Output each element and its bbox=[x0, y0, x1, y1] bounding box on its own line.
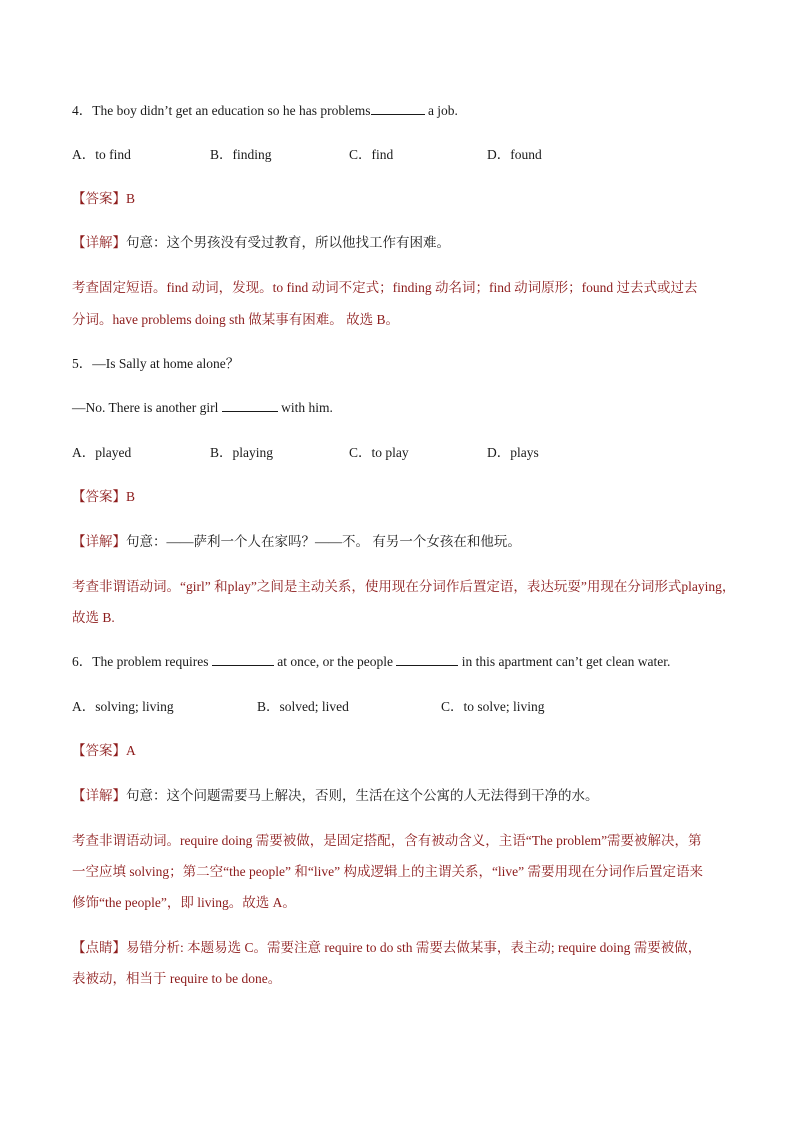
answer-blank bbox=[371, 101, 425, 115]
q4-option-a: A．to find bbox=[72, 147, 131, 162]
q5-detail: 【详解】句意：——萨利一个人在家吗？——不。 有另一个女孩在和他玩。 bbox=[72, 534, 521, 549]
answer-blank bbox=[222, 398, 278, 412]
q4-analysis-line-2: 分词。have problems doing sth 做某事有困难。 故选 B。 bbox=[72, 312, 399, 327]
q6-option-b: B．solved; lived bbox=[257, 699, 349, 714]
q4-option-c: C．find bbox=[349, 147, 394, 162]
q6-analysis-line-3: 修饰“the people”，即 living。故选 A。 bbox=[72, 895, 296, 910]
q6-tip-line-2: 表被动，相当于 require to be done。 bbox=[72, 971, 282, 986]
question-5-stem-line-1: 5．—Is Sally at home alone？ bbox=[72, 356, 240, 371]
q6-option-c: C．to solve; living bbox=[441, 699, 545, 714]
question-6-stem: 6．The problem requires at once, or the people in this apartment can’t get clean water. bbox=[72, 654, 671, 669]
q6-option-a: A．solving; living bbox=[72, 699, 174, 714]
question-5-stem-line-2: —No. There is another girl with him. bbox=[72, 400, 333, 415]
q6-tip-line-1: 【点睛】易错分析: 本题易选 C。需要注意 require to do sth 需要去做某事，表主动; require doing 需要被做， bbox=[72, 940, 702, 955]
answer-blank-2 bbox=[396, 652, 458, 666]
q4-detail: 【详解】句意：这个男孩没有受过教育，所以他找工作有困难。 bbox=[72, 235, 450, 250]
q6-analysis-line-2: 一空应填 solving；第二空“the people” 和“live” 构成逻辑上的主谓关系，“live” 需要用现在分词作后置定语来 bbox=[72, 864, 704, 879]
q5-option-a: A．played bbox=[72, 445, 132, 460]
q5-option-d: D．plays bbox=[487, 445, 539, 460]
q4-analysis-line-1: 考查固定短语。find 动词，发现。to find 动词不定式；finding 动名词；find 动词原形；found 过去式或过去 bbox=[72, 280, 698, 295]
q5-option-b: B．playing bbox=[210, 445, 273, 460]
q5-answer: 【答案】B bbox=[72, 489, 136, 504]
q6-analysis-line-1: 考查非谓语动词。require doing 需要被做，是固定搭配，含有被动含义，主语“The problem”需要被解决，第 bbox=[72, 833, 702, 848]
answer-blank-1 bbox=[212, 652, 274, 666]
q4-answer: 【答案】B bbox=[72, 191, 136, 206]
question-4-stem: 4．The boy didn’t get an education so he has problems a job. bbox=[72, 103, 458, 118]
q6-detail: 【详解】句意：这个问题需要马上解决，否则，生活在这个公寓的人无法得到干净的水。 bbox=[72, 788, 599, 803]
q6-answer: 【答案】A bbox=[72, 743, 136, 758]
q5-option-c: C．to play bbox=[349, 445, 409, 460]
q4-option-d: D．found bbox=[487, 147, 542, 162]
q5-analysis-line-2: 故选 B. bbox=[72, 610, 115, 625]
q5-analysis-line-1: 考查非谓语动词。“girl” 和play”之间是主动关系，使用现在分词作后置定语，表达玩耍”用现在分词形式playing， bbox=[72, 579, 736, 594]
q4-option-b: B．finding bbox=[210, 147, 272, 162]
